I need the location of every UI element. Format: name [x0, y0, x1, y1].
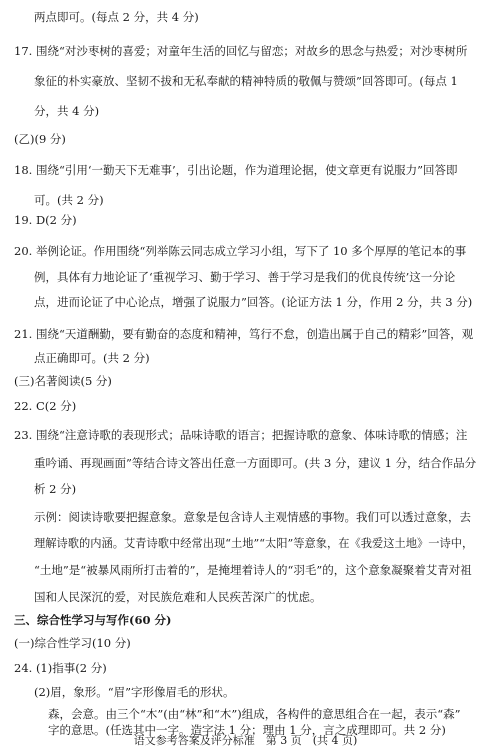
answer-22: 22. C(2 分) — [14, 399, 77, 413]
text-line: 理解诗歌的内涵。艾青诗歌中经常出现“土地”“太阳”等意象，在《我爱这土地》一诗中， — [34, 537, 474, 550]
answer-21: 21. 围绕“天道酬勤，要有勤奋的态度和精神，笃行不怠，创造出属于自己的精彩”回答，观 — [14, 327, 474, 341]
text-line: 森，会意。由三个“木”(由“林”和“木”)组成，各构件的意思组合在一起，表示“森” — [48, 707, 461, 721]
text-line: 字的意思。(任选其中一字。造字法 1 分；理由 1 分，言之成理即可。共 2 分) — [48, 723, 446, 737]
text-line: “土地”是“被暴风雨所打击着的”，是掩埋着诗人的“羽毛”的，这个意象凝聚着艾青对祖 — [34, 563, 472, 577]
answer-18: 18. 围绕“引用‘一勤天下无难事’，引出论题，作为道理论据，使文章更有说服力”回答即 — [14, 163, 458, 177]
text-line: 两点即可。(每点 2 分，共 4 分) — [34, 10, 199, 24]
section-heading-comprehensive: (一)综合性学习(10 分) — [14, 636, 131, 650]
text-line: 析 2 分) — [34, 482, 77, 496]
section-heading-yi: (乙)(9 分) — [14, 132, 66, 146]
answer-17: 17. 围绕“对沙枣树的喜爱；对童年生活的回忆与留恋；对故乡的思念与热爱；对沙枣树所 — [14, 44, 468, 58]
answer-24-2: (2)眉，象形。“眉”字形像眉毛的形状。 — [34, 685, 235, 699]
text-line: 例，具体有力地论证了‘重视学习、勤于学习、善于学习是我们的优良传统’这一分论 — [34, 270, 456, 284]
text-line: 点正确即可。(共 2 分) — [34, 351, 150, 365]
text-line: 国和人民深沉的爱，对民族危难和人民疾苦深广的忧虑。 — [34, 590, 322, 604]
section-heading-three: 三、综合性学习与写作(60 分) — [14, 613, 172, 627]
text-line: 可。(共 2 分) — [34, 193, 104, 207]
section-heading-mingzhu: (三)名著阅读(5 分) — [14, 374, 112, 388]
example-paragraph: 示例：阅读诗歌要把握意象。意象是包含诗人主观情感的事物。我们可以透过意象，去 — [34, 510, 471, 524]
answer-24-1: 24. (1)指事(2 分) — [14, 661, 107, 675]
text-line: 象征的朴实豪放、坚韧不拔和无私奉献的精神特质的敬佩与赞颂”回答即可。(每点 1 — [34, 74, 458, 88]
answer-23: 23. 围绕“注意诗歌的表现形式；品味诗歌的语言；把握诗歌的意象、体味诗歌的情感；注 — [14, 428, 468, 442]
text-line: 重吟诵、再现画面”等结合诗文答出任意一方面即可。(共 3 分，建议 1 分，结合作品分 — [34, 456, 477, 470]
answer-19: 19. D(2 分) — [14, 213, 77, 227]
text-line: 分，共 4 分) — [34, 104, 100, 118]
text-line: 点，进而论证了中心论点，增强了说服力”回答。(论证方法 1 分，作用 2 分，共 3 分) — [34, 295, 473, 309]
page-footer: 语文参考答案及评分标准 第 3 页 (共 4 页) — [133, 734, 358, 747]
answer-20: 20. 举例论证。作用围绕“列举陈云同志成立学习小组，写下了 10 多个厚厚的笔记本的事 — [14, 244, 467, 258]
